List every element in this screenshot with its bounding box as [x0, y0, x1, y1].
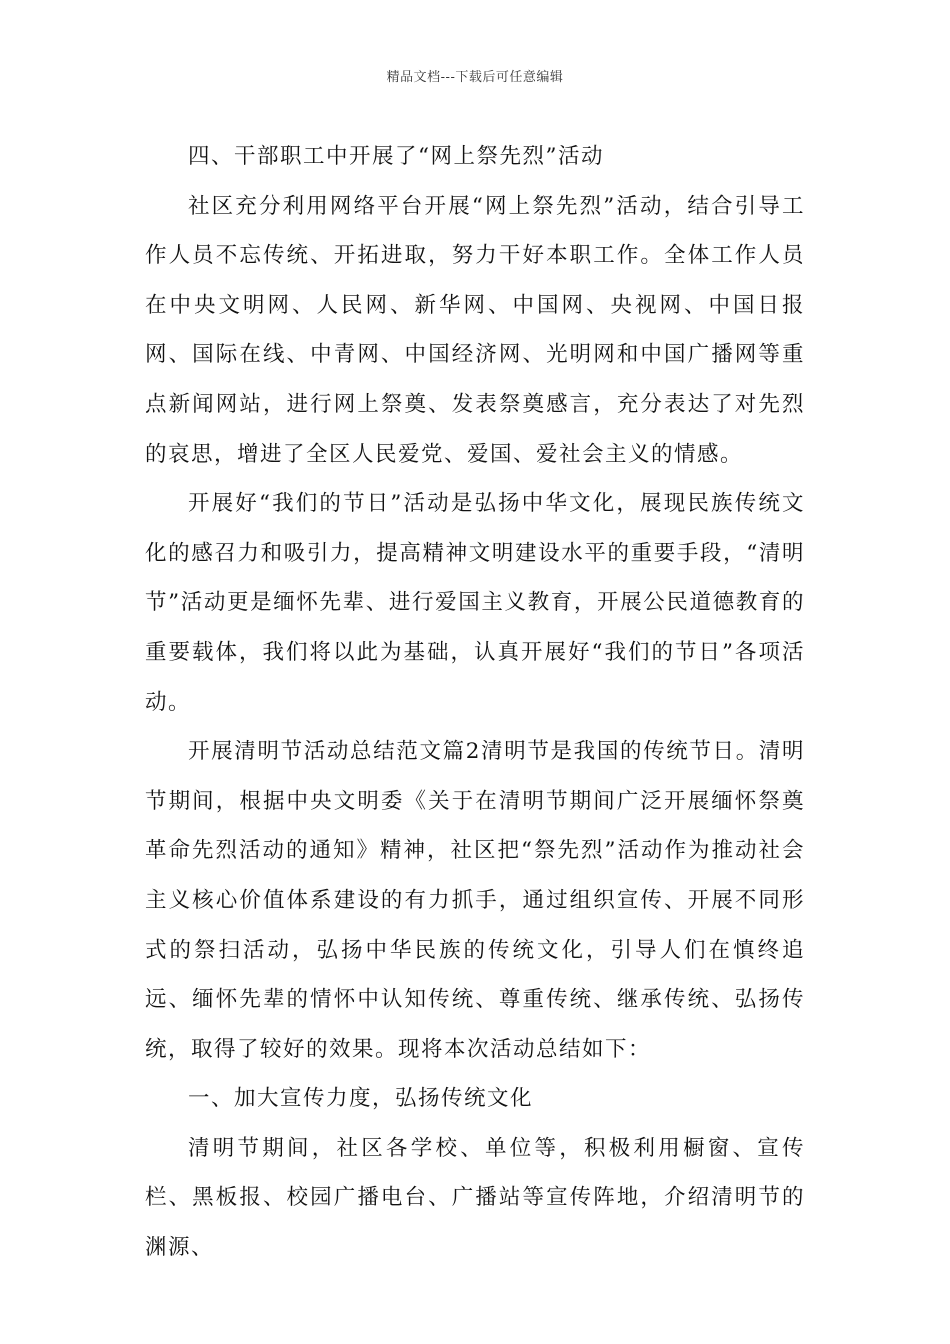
section-heading-4: 四、干部职工中开展了“网上祭先烈”活动 — [188, 144, 604, 169]
paragraph: 清明节期间，社区各学校、单位等，积极利用橱窗、宣传栏、黑板报、校园广播电台、广播站等宣传阵地，介绍清明节的渊源、 — [145, 1135, 805, 1261]
document-body — [145, 132, 805, 1273]
section-heading-1: 一、加大宣传力度，弘扬传统文化 — [188, 1086, 534, 1112]
paragraph: 开展清明节活动总结范文篇2清明节是我国的传统节日。清明节期间，根据中央文明委《关于在清明节期间广泛开展缅怀祭奠革命先烈活动的通知》精神，社区把“祭先烈”活动作为推动社会主义核心价值体系建设的有力抓手，通过组织宣传、开展不同形式的祭扫活动，弘扬中华民族的传统文化，引导人们在慎终追远、缅怀先辈的情怀中认知传统、尊重传统、继承传统、弘扬传统，取得了较好的效果。现将本次活动总结如下： — [145, 739, 805, 1062]
page-header: 精品文档---下载后可任意编辑 — [386, 70, 564, 85]
paragraph: 社区充分利用网络平台开展“网上祭先烈”活动，结合引导工作人员不忘传统、开拓进取，努力干好本职工作。全体工作人员在中央文明网、人民网、新华网、中国网、央视网、中国日报网、国际在线、中青网、中国经济网、光明网和中国广播网等重点新闻网站，进行网上祭奠、发表祭奠感言，充分表达了对先烈的哀思，增进了全区人民爱党、爱国、爱社会主义的情感。 — [145, 193, 805, 467]
paragraph: 开展好“我们的节日”活动是弘扬中华文化，展现民族传统文化的感召力和吸引力，提高精神文明建设水平的重要手段，“清明节”活动更是缅怀先辈、进行爱国主义教育，开展公民道德教育的重要载体，我们将以此为基础，认真开展好“我们的节日”各项活动。 — [145, 491, 805, 715]
